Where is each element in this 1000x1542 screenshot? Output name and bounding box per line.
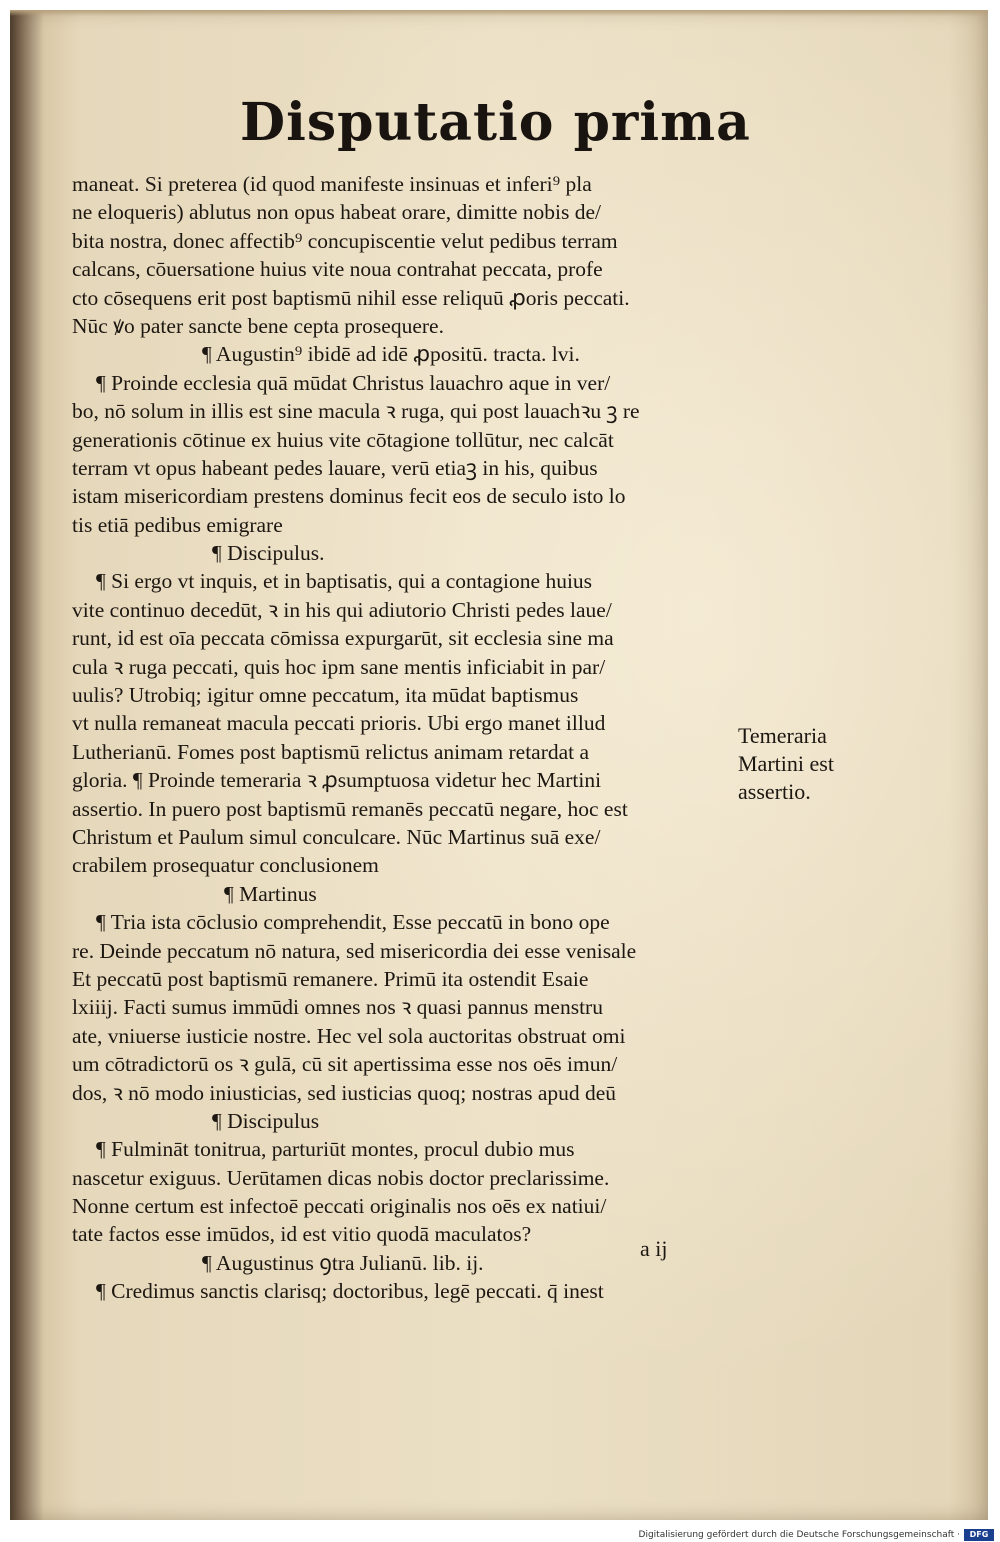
body-text [72, 170, 748, 1306]
text-line: ¶ Tria ista cōclusio comprehendit, Esse peccatū in bono ope [96, 910, 610, 935]
dfg-logo[interactable]: DFG [964, 1529, 994, 1541]
text-line: ¶ Si ergo vt inquis, et in baptisatis, qui a contagione huius [96, 569, 593, 594]
signature-mark: a ij [640, 1236, 668, 1261]
text-line: cula ꝛ ruga peccati, quis hoc ipm sane mentis inficiabit in par/ [72, 654, 606, 679]
text-line: calcans, cōuersatione huius vite noua contrahat peccata, profe [72, 257, 603, 282]
text-line: bita nostra, donec affectib⁹ concupiscentie velut pedibus terram [72, 228, 618, 253]
text-line: Et peccatū post baptismū remanere. Primū ita ostendit Esaie [72, 966, 589, 991]
text-line: vite continuo decedūt, ꝛ in his qui adiutorio Christi pedes laue/ [72, 597, 612, 622]
margin-note-line: Temeraria [738, 723, 827, 748]
text-line: lxiiij. Facti sumus immūdi omnes nos ꝛ quasi pannus menstru [72, 995, 603, 1020]
text-line: ¶ Augustinus ꝯtra Julianū. lib. ij. [202, 1250, 484, 1275]
text-line: ¶ Martinus [224, 881, 317, 906]
text-line: ¶ Fulmināt tonitrua, parturiūt montes, procul dubio mus [96, 1137, 575, 1162]
text-line: assertio. In puero post baptismū remanēs peccatū negare, hoc est [72, 796, 628, 821]
text-line: dos, ꝛ nō modo iniusticias, sed iusticias quoq; nostras apud deū [72, 1080, 617, 1105]
text-line: Nūc ꝟo pater sancte bene cepta prosequere. [72, 313, 444, 338]
text-line: gloria. ¶ Proinde temeraria ꝛ ꝓsumptuosa videtur hec Martini [72, 768, 602, 793]
text-line: terram vt opus habeant pedes lauare, verū etiaꝫ in his, quibus [72, 455, 598, 480]
text-line: cto cōsequens erit post baptismū nihil esse reliquū ꝓoris peccati. [72, 285, 630, 310]
text-line: runt, id est oīa peccata cōmissa expurgarūt, sit ecclesia sine ma [72, 626, 614, 651]
text-line: re. Deinde peccatum nō natura, sed misericordia dei esse venisale [72, 938, 637, 963]
margin-note [738, 722, 888, 806]
footer [0, 1528, 1000, 1542]
margin-note-line: assertio. [738, 779, 811, 804]
margin-note-line: Martini est [738, 751, 834, 776]
text-line: maneat. Si preterea (id quod manifeste insinuas et inferi⁹ pla [72, 172, 592, 196]
text-line: tate factos esse imūdos, id est vitio quodā maculatos? [72, 1222, 532, 1247]
text-line: Lutherianū. Fomes post baptismū relictus animam retardat a [72, 739, 590, 764]
text-line: vt nulla remaneat macula peccati prioris. Ubi ergo manet illud [72, 711, 606, 736]
page-edge [10, 10, 988, 16]
text-line: Nonne certum est infectoē peccati originalis nos oēs ex natiui/ [72, 1194, 607, 1219]
text-line: ¶ Augustin⁹ ibidē ad idē ꝓpositū. tracta. lvi. [202, 342, 580, 367]
text-line: ne eloqueris) ablutus non opus habeat orare, dimitte nobis de/ [72, 200, 602, 225]
text-line: uulis? Utrobiq; igitur omne peccatum, ita mūdat baptismus [72, 683, 579, 708]
text-line: crabilem prosequatur conclusionem [72, 853, 379, 878]
text-line: bo, nō solum in illis est sine macula ꝛ ruga, qui post lauachꝛu ꝫ re [72, 399, 640, 424]
text-line: um cōtradictorū os ꝛ gulā, cū sit apertissima esse nos oēs imun/ [72, 1052, 618, 1077]
text-line: ¶ Discipulus [212, 1108, 320, 1133]
footer-credit: Digitalisierung gefördert durch die Deutsche Forschungsgemeinschaft · [638, 1530, 960, 1540]
text-line: generationis cōtinue ex huius vite cōtagione tollūtur, nec calcāt [72, 427, 614, 452]
text-line: nascetur exiguus. Uerūtamen dicas nobis doctor preclarissime. [72, 1165, 610, 1190]
running-heading: Disputatio prima [240, 92, 751, 153]
text-line: ¶ Discipulus. [212, 541, 325, 566]
text-line: ¶ Credimus sanctis clarisq; doctoribus, legē peccati. q̄ inest [96, 1279, 604, 1304]
text-line: ate, vniuerse iusticie nostre. Hec vel sola auctoritas obstruat omi [72, 1023, 626, 1048]
text-line: Christum et Paulum simul conculcare. Nūc Martinus suā exe/ [72, 824, 601, 849]
text-line: istam misericordiam prestens dominus fecit eos de seculo isto lo [72, 484, 626, 509]
text-line: ¶ Proinde ecclesia quā mūdat Christus lauachro aque in ver/ [96, 370, 611, 395]
text-line: tis etiā pedibus emigrare [72, 512, 283, 537]
